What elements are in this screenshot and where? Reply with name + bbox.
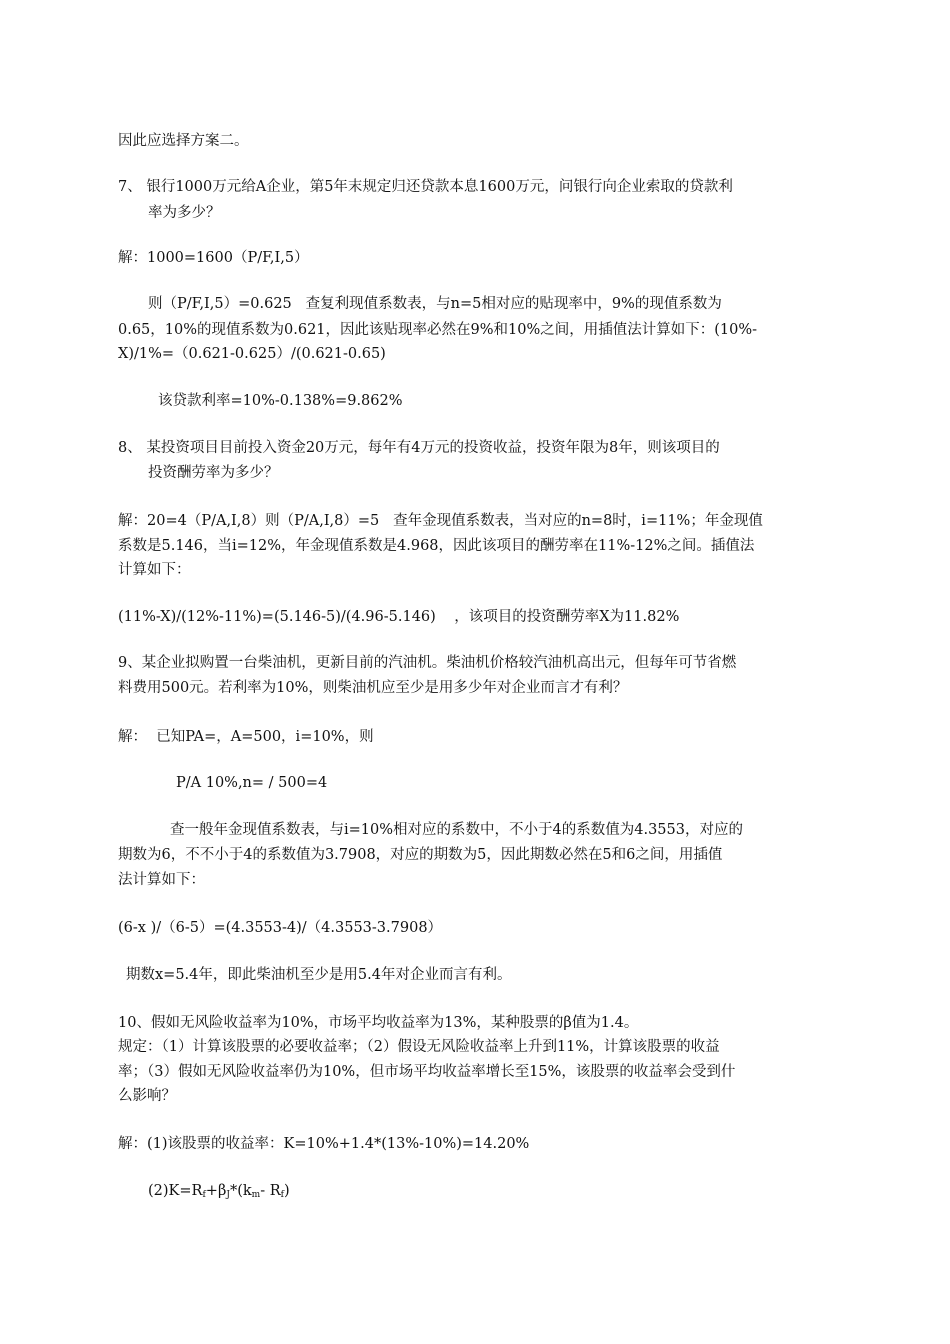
solution-9-line-4: 期数为6，不不小于4的系数值为3.7908，对应的期数为5，因此期数必然在5和6之间，用插值 [118,847,723,863]
solution-8-result: (11%-X)/(12%-11%)=(5.146-5)/(4.96-5.146) ，该项目的投资酬劳率X为11.82% [118,609,680,625]
question-10-line-4: 么影响？ [118,1088,176,1104]
solution-10-line-1: 解：(1)该股票的收益率：K=10%+1.4*(13%-10%)=14.20% [118,1136,530,1152]
question-10-line-1: 10、假如无风险收益率为10%，市场平均收益率为13%，某种股票的β值为1.4。 [118,1015,639,1031]
question-8-line-2: 投资酬劳率为多少？ [148,465,279,481]
solution-9-line-3: 查一般年金现值系数表，与i=10%相对应的系数中，不小于4的系数值为4.3553，对应的 [170,822,743,838]
question-10-line-2: 规定：（1）计算该股票的必要收益率；（2）假设无风险收益率上升到11%，计算该股票的收益 [118,1039,720,1055]
solution-9-line-5: 法计算如下： [118,872,205,888]
solution-8-line-2: 系数是5.146，当i=12%，年金现值系数是4.968，因此该项目的酬劳率在11%-12%之间。插值法 [118,538,755,554]
solution-9-line-2: P/A 10%,n= / 500=4 [176,775,328,791]
question-10-line-3: 率；（3）假如无风险收益率仍为10%，但市场平均收益率增长至15%，该股票的收益率会受到什 [118,1064,736,1080]
solution-7-line-3: 0.65，10%的现值系数为0.621，因此该贴现率必然在9%和10%之间，用插值法计算如下：(10%- [118,322,758,338]
question-8-line-1: 8、 某投资项目目前投入资金20万元，每年有4万元的投资收益，投资年限为8年，则该项目的 [118,440,720,456]
text-line: 因此应选择方案二。 [118,133,249,149]
solution-7-line-1: 解：1000=1600（P/F,I,5） [118,250,309,266]
solution-10-formula: $(2)K=R_f+\beta_J*(k_m-$ $R_f$) [148,1183,290,1200]
question-7-line-2: 率为多少？ [148,205,221,221]
solution-7-line-4: X)/1%=（0.621-0.625）/(0.621-0.65) [118,346,386,362]
solution-9-line-6: (6-x )/（6-5）=(4.3553-4)/（4.3553-3.7908） [118,920,443,936]
solution-7-line-2: 则（P/F,I,5）=0.625 查复利现值系数表，与n=5相对应的贴现率中，9%的现值系数为 [148,296,722,312]
solution-8-line-1: 解：20=4（P/A,I,8）则（P/A,I,8）=5 查年金现值系数表，当对应的n=8时，i=11%；年金现值 [118,513,763,529]
solution-9-line-1: 解： 已知PA=，A=500，i=10%，则 [118,729,374,745]
question-9-line-2: 料费用500元。若利率为10%，则柴油机应至少是用多少年对企业而言才有利？ [118,680,628,696]
question-7-line-1: 7、 银行1000万元给A企业，第5年末规定归还贷款本息1600万元，问银行向企业索取的贷款利 [118,179,733,195]
question-9-line-1: 9、某企业拟购置一台柴油机，更新目前的汽油机。柴油机价格较汽油机高出元，但每年可节省燃 [118,655,737,671]
solution-9-result: 期数x=5.4年，即此柴油机至少是用5.4年对企业而言有利。 [126,967,512,983]
solution-7-result: 该贷款利率=10%-0.138%=9.862% [158,393,403,409]
solution-8-line-3: 计算如下： [118,562,191,578]
